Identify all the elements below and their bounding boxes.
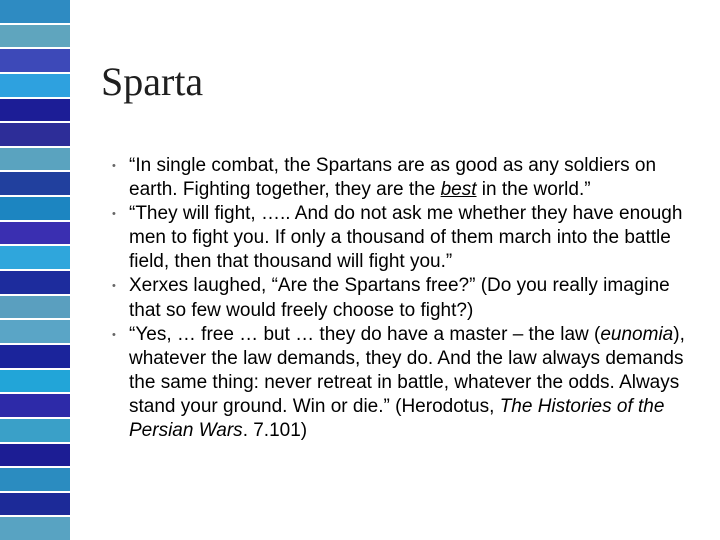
- stripe-segment: [0, 222, 70, 245]
- stripe-segment: [0, 370, 70, 393]
- bullet-text: in the world.”: [476, 179, 591, 201]
- stripe-segment: [0, 197, 70, 220]
- stripe-segment: [0, 444, 70, 467]
- bullet-text: “In single combat, the Spartans are as good as any soldiers on earth. Fighting together, they are the: [129, 155, 657, 201]
- slide-title: Sparta: [101, 59, 204, 104]
- bullet-marker: •: [112, 280, 116, 293]
- stripe-segment: [0, 296, 70, 319]
- bullet-item: [112, 154, 702, 202]
- bullet-text: Xerxes laughed, “Are the Spartans free?” (Do you really imagine that so few would freely choose to fight?): [129, 275, 670, 321]
- emphasis-best: best: [440, 179, 477, 201]
- stripe-segment: [0, 320, 70, 343]
- bullet-text: “They will fight, ….. And do not ask me whether they have enough men to fight you. If only a thousand of them march into the battle field, then that thousand will fight you.”: [129, 203, 683, 273]
- bullet-marker: •: [112, 328, 116, 341]
- stripe-segment: [0, 419, 70, 442]
- stripe-segment: [0, 493, 70, 516]
- bullet-text: . 7.101): [242, 420, 308, 442]
- bullet-item: [112, 274, 702, 322]
- stripe-segment: [0, 25, 70, 48]
- stripe-segment: [0, 0, 70, 23]
- stripe-segment: [0, 49, 70, 72]
- stripe-segment: [0, 74, 70, 97]
- decorative-stripe-bar: [0, 0, 70, 540]
- stripe-segment: [0, 99, 70, 122]
- stripe-segment: [0, 517, 70, 540]
- bullet-item: [112, 323, 702, 443]
- stripe-segment: [0, 172, 70, 195]
- stripe-segment: [0, 271, 70, 294]
- bullet-marker: •: [112, 208, 116, 221]
- stripe-segment: [0, 246, 70, 269]
- bullet-text: ), whatever the law demands, they do. And the law always demands the same thing: never retreat in battle, whatever the odds. Always stand your ground. Win or die.” (Herodotus,: [129, 323, 685, 417]
- stripe-segment: [0, 468, 70, 491]
- stripe-segment: [0, 123, 70, 146]
- emphasis-book-title: The Histories of the Persian Wars: [129, 395, 665, 442]
- bullet-item: [112, 202, 702, 274]
- bullet-list: [112, 154, 702, 443]
- stripe-segment: [0, 394, 70, 417]
- stripe-segment: [0, 345, 70, 368]
- bullet-text: “Yes, … free … but … they do have a master – the law (: [129, 323, 601, 345]
- emphasis-eunomia: eunomia: [600, 323, 674, 345]
- stripe-segment: [0, 148, 70, 171]
- bullet-marker: •: [112, 160, 116, 172]
